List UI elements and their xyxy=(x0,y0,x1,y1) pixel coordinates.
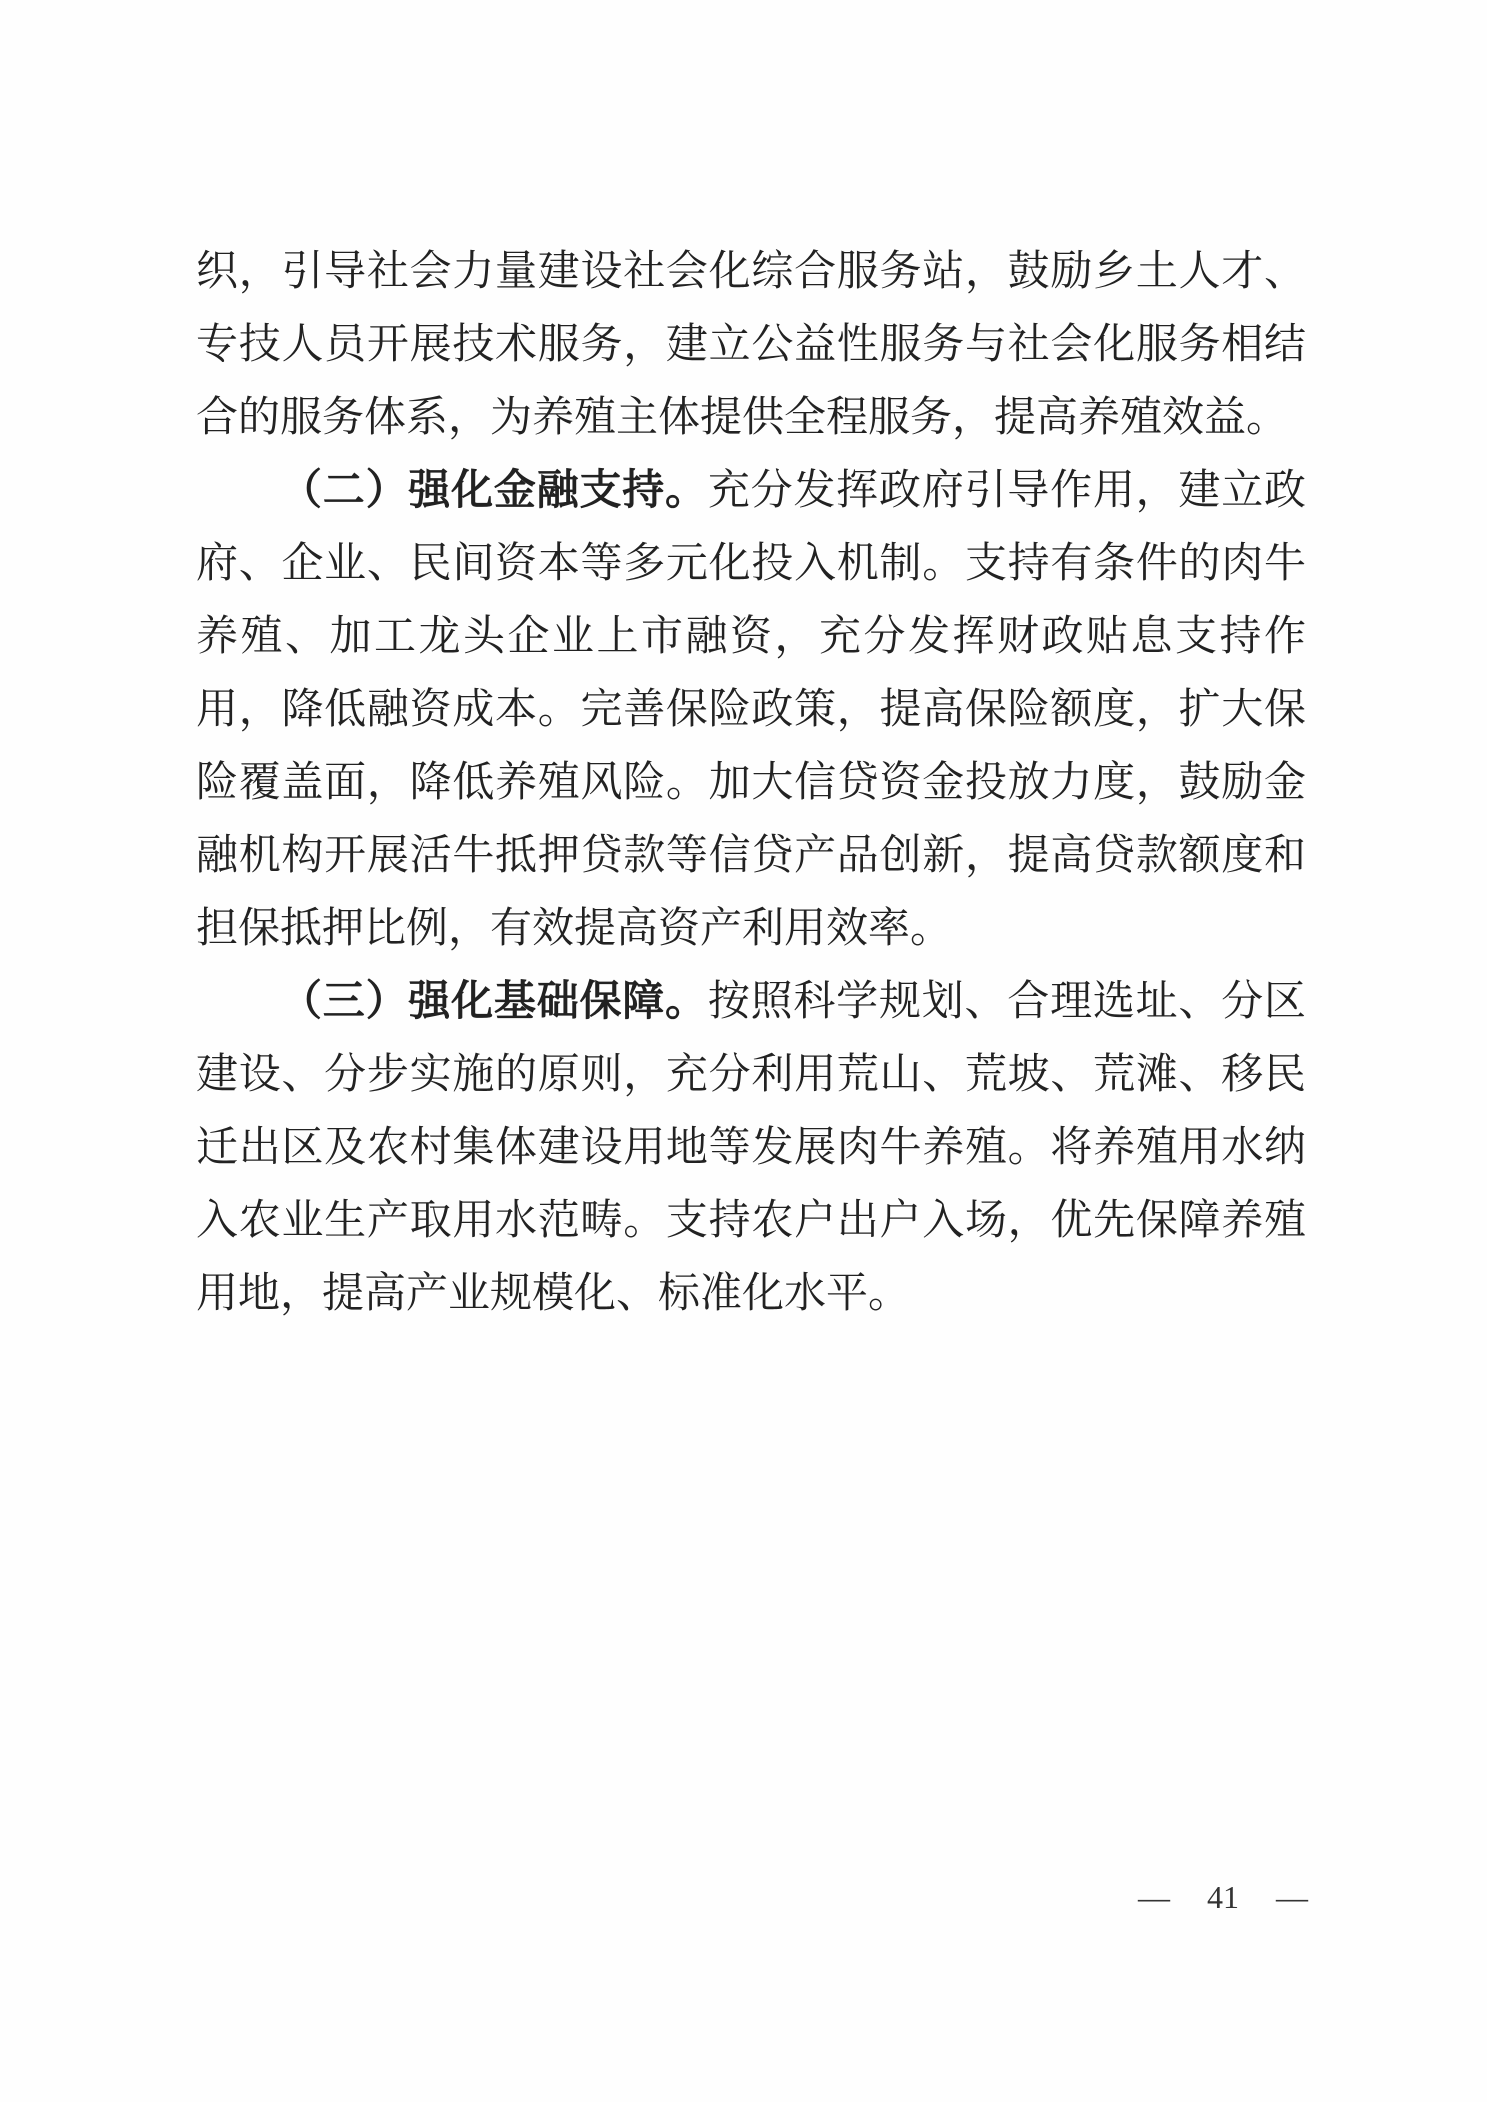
paragraph-2-line-2: 府、企业、民间资本等多元化投入机制。支持有条件的肉牛 xyxy=(196,538,1306,587)
paragraph-2-line-6: 融机构开展活牛抵押贷款等信贷产品创新，提高贷款额度和 xyxy=(196,830,1306,879)
paragraph-3-heading: （三）强化基础保障。 xyxy=(280,976,708,1025)
paragraph-3-line-2: 建设、分步实施的原则，充分利用荒山、荒坡、荒滩、移民 xyxy=(196,1049,1306,1098)
paragraph-1-line-2: 专技人员开展技术服务，建立公益性服务与社会化服务相结 xyxy=(196,319,1306,368)
page-number: 41 xyxy=(1207,1879,1239,1915)
paragraph-2-line-1-text: 充分发挥政府引导作用，建立政 xyxy=(707,465,1306,514)
paragraph-2-heading: （二）强化金融支持。 xyxy=(280,465,708,514)
paragraph-3-line-5: 用地，提高产业规模化、标准化水平。 xyxy=(196,1268,911,1317)
paragraph-2-line-7: 担保抵押比例，有效提高资产利用效率。 xyxy=(196,903,953,952)
paragraph-1-line-3: 合的服务体系，为养殖主体提供全程服务，提高养殖效益。 xyxy=(196,392,1289,441)
paragraph-3-line-4: 入农业生产取用水范畴。支持农户出户入场，优先保障养殖 xyxy=(196,1195,1306,1244)
paragraph-3-line-1 xyxy=(196,964,1306,1037)
paragraph-1-line-1: 织，引导社会力量建设社会化综合服务站，鼓励乡土人才、 xyxy=(196,246,1306,295)
footer-dash-left: — xyxy=(1138,1879,1170,1915)
paragraph-3-line-1-text: 按照科学规划、合理选址、分区 xyxy=(707,976,1306,1025)
page-footer xyxy=(1138,1877,1308,1917)
footer-dash-right: — xyxy=(1276,1879,1308,1915)
paragraph-2-line-5: 险覆盖面，降低养殖风险。加大信贷资金投放力度，鼓励金 xyxy=(196,757,1306,806)
paragraph-2-line-4: 用，降低融资成本。完善保险政策，提高保险额度，扩大保 xyxy=(196,684,1306,733)
paragraph-2-line-1 xyxy=(196,453,1306,526)
body-text xyxy=(196,234,1306,1329)
paragraph-2-line-3: 养殖、加工龙头企业上市融资，充分发挥财政贴息支持作 xyxy=(196,611,1306,660)
paragraph-3-line-3: 迁出区及农村集体建设用地等发展肉牛养殖。将养殖用水纳 xyxy=(196,1122,1306,1171)
